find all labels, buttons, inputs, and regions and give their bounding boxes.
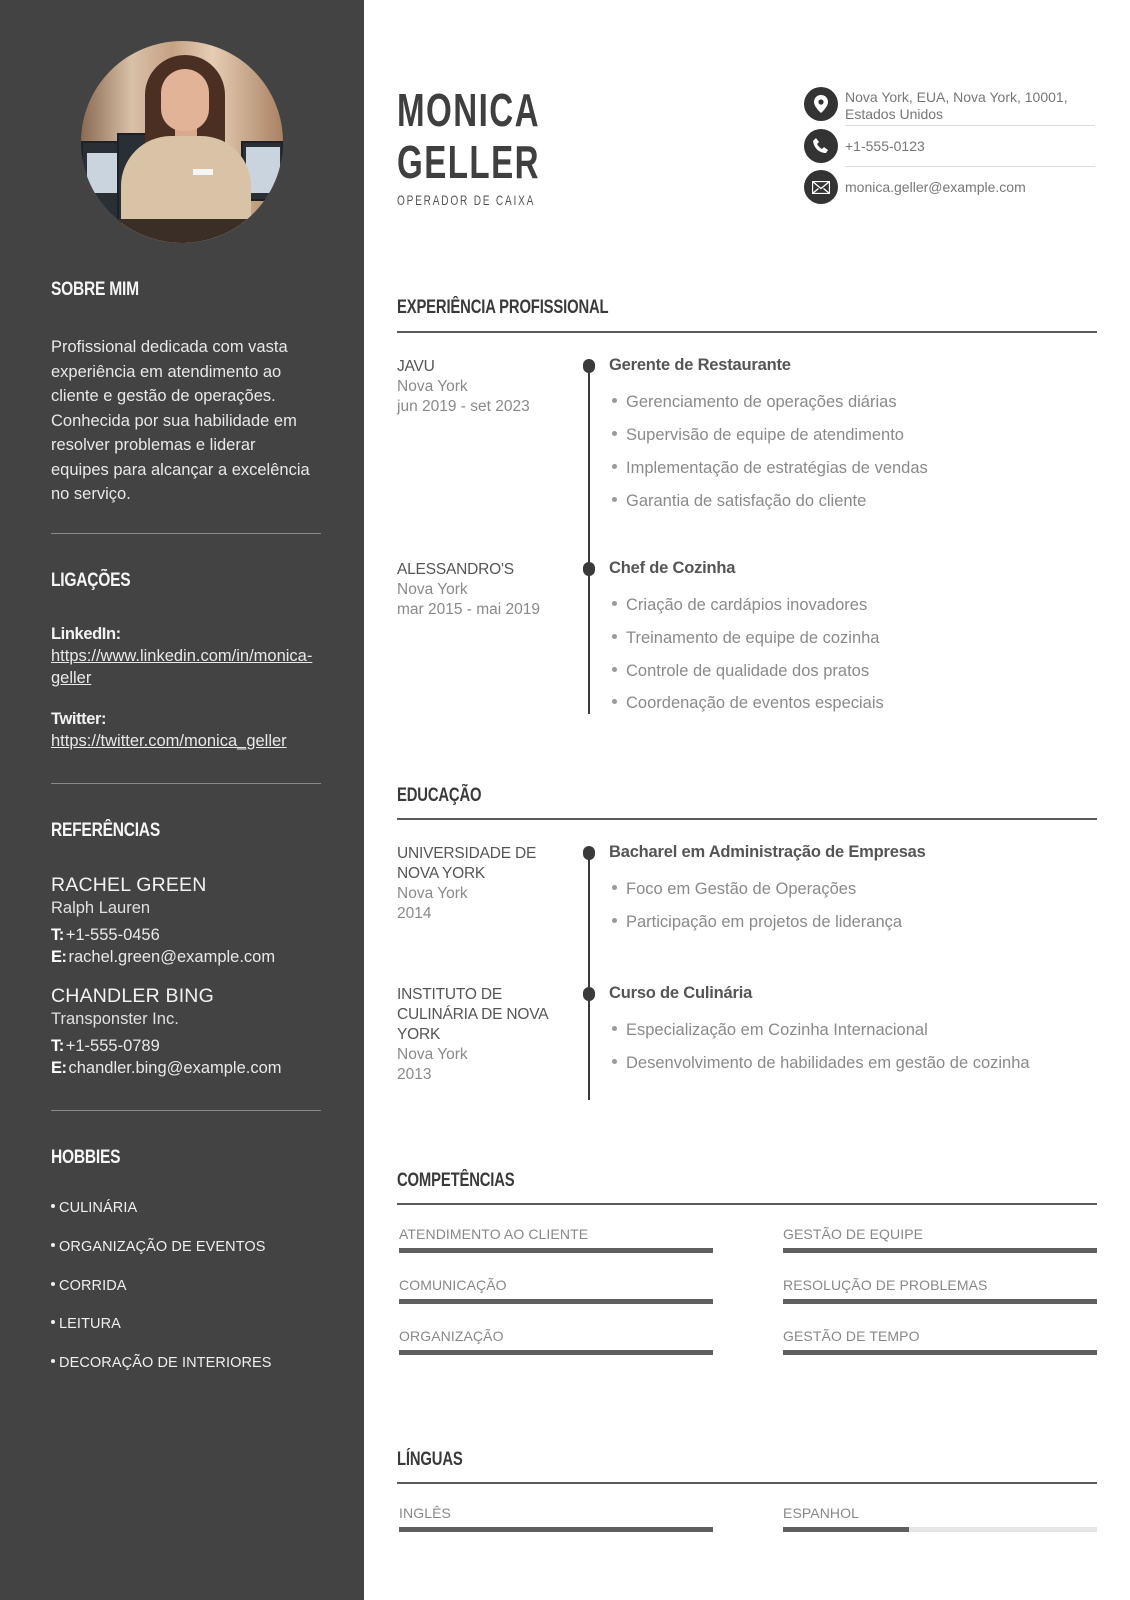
linkedin-label: LinkedIn: xyxy=(51,625,121,643)
experience-title: EXPERIÊNCIA PROFISSIONAL xyxy=(397,297,609,318)
address: Nova York, EUA, Nova York, 10001, Estados Unidos xyxy=(845,89,1068,122)
education-title: EDUCAÇÃO xyxy=(397,785,482,806)
bullet-item: Controle de qualidade dos pratos xyxy=(612,662,869,681)
timeline-dot xyxy=(583,987,595,1001)
dates: jun 2019 - set 2023 xyxy=(397,398,530,415)
phone-value: +1-555-0456 xyxy=(65,926,160,944)
degree-title: Bacharel em Administração de Empresas xyxy=(609,843,926,861)
language-label: ESPANHOL xyxy=(783,1505,860,1521)
about-text: Profissional dedicada com vasta experiência em atendimento ao cliente e gestão de operações. Conhecida por sua habilidade em resolver problemas e liderar equipes para alcançar a excelência no serviço. xyxy=(51,338,310,503)
section-rule xyxy=(397,1482,1097,1484)
skill-bar xyxy=(783,1299,1097,1304)
links-title: LIGAÇÕES xyxy=(51,570,131,591)
language-bar xyxy=(783,1527,1097,1532)
hobby-item: DECORAÇÃO DE INTERIORES xyxy=(51,1355,272,1371)
bullet-item: Coordenação de eventos especiais xyxy=(612,694,884,713)
section-rule xyxy=(397,1203,1097,1205)
skill-label: GESTÃO DE TEMPO xyxy=(783,1328,920,1344)
phone-value: +1-555-0789 xyxy=(65,1037,160,1055)
timeline-line xyxy=(588,850,590,1100)
email-value: rachel.green@example.com xyxy=(68,948,276,966)
envelope-icon xyxy=(804,170,838,204)
employer: JAVU xyxy=(397,358,435,375)
section-rule xyxy=(397,331,1097,333)
language-bar xyxy=(399,1527,713,1532)
skill-label: RESOLUÇÃO DE PROBLEMAS xyxy=(783,1277,988,1293)
reference-name: RACHEL GREEN xyxy=(51,874,207,896)
phone-label: T: xyxy=(51,926,64,944)
profile-photo xyxy=(81,41,283,243)
hobbies-title: HOBBIES xyxy=(51,1147,121,1168)
phone-label: T: xyxy=(51,1037,64,1055)
employer: ALESSANDRO'S xyxy=(397,561,514,578)
skill-label: ORGANIZAÇÃO xyxy=(399,1328,504,1344)
divider xyxy=(845,125,1095,126)
last-name: GELLER xyxy=(397,136,540,188)
skill-bar xyxy=(783,1248,1097,1253)
language-label: INGLÊS xyxy=(399,1505,451,1521)
timeline-line xyxy=(588,362,590,714)
degree-title: Curso de Culinária xyxy=(609,984,753,1002)
email-label: E: xyxy=(51,948,67,966)
bullet-item: Treinamento de equipe de cozinha xyxy=(612,629,879,648)
skill-bar xyxy=(783,1350,1097,1355)
skill-bar xyxy=(399,1299,713,1304)
bullet-item: Garantia de satisfação do cliente xyxy=(612,492,866,511)
reference-company: Ralph Lauren xyxy=(51,899,151,917)
position-title: Chef de Cozinha xyxy=(609,559,736,577)
bullet-item: Participação em projetos de liderança xyxy=(612,913,902,932)
divider xyxy=(845,166,1095,167)
dates: mar 2015 - mai 2019 xyxy=(397,601,541,618)
reference-company: Transponster Inc. xyxy=(51,1010,179,1028)
map-pin-icon xyxy=(804,87,838,121)
location: Nova York xyxy=(397,378,468,395)
email-label: E: xyxy=(51,1059,67,1077)
twitter-link[interactable]: https://twitter.com/monica_geller xyxy=(51,732,287,750)
divider xyxy=(51,533,321,534)
skill-bar xyxy=(399,1350,713,1355)
timeline-dot xyxy=(583,562,595,576)
linkedin-link[interactable]: https://www.linkedin.com/in/monica-geller xyxy=(51,647,313,687)
position-title: Gerente de Restaurante xyxy=(609,356,791,374)
bullet-item: Supervisão de equipe de atendimento xyxy=(612,426,904,445)
about-title: SOBRE MIM xyxy=(51,279,139,300)
bullet-item: Implementação de estratégias de vendas xyxy=(612,459,928,478)
institution: UNIVERSIDADE DE NOVA YORK xyxy=(397,845,537,882)
bullet-item: Especialização em Cozinha Internacional xyxy=(612,1021,928,1040)
twitter-label: Twitter: xyxy=(51,710,107,728)
skills-title: COMPETÊNCIAS xyxy=(397,1170,515,1191)
institution: INSTITUTO DE CULINÁRIA DE NOVA YORK xyxy=(397,986,549,1043)
divider xyxy=(51,1110,321,1111)
timeline-dot xyxy=(583,359,595,373)
reference-email xyxy=(51,948,275,967)
phone-icon xyxy=(804,129,838,163)
hobby-item: CORRIDA xyxy=(51,1278,127,1294)
skill-label: COMUNICAÇÃO xyxy=(399,1277,507,1293)
section-rule xyxy=(397,818,1097,820)
references-title: REFERÊNCIAS xyxy=(51,820,160,841)
hobby-item: ORGANIZAÇÃO DE EVENTOS xyxy=(51,1239,266,1255)
bullet-item: Gerenciamento de operações diárias xyxy=(612,393,897,412)
languages-title: LÍNGUAS xyxy=(397,1449,463,1470)
phone: +1-555-0123 xyxy=(845,138,925,154)
location: Nova York xyxy=(397,1046,468,1063)
email[interactable]: monica.geller@example.com xyxy=(845,179,1026,195)
skill-label: GESTÃO DE EQUIPE xyxy=(783,1226,924,1242)
year: 2014 xyxy=(397,905,432,922)
divider xyxy=(51,783,321,784)
bullet-item: Foco em Gestão de Operações xyxy=(612,880,856,899)
bullet-item: Desenvolvimento de habilidades em gestão de cozinha xyxy=(612,1054,1030,1073)
first-name: MONICA xyxy=(397,84,540,136)
reference-email xyxy=(51,1059,282,1078)
reference-phone xyxy=(51,1037,160,1056)
skill-bar xyxy=(399,1248,713,1253)
bullet-item: Criação de cardápios inovadores xyxy=(612,596,867,615)
year: 2013 xyxy=(397,1066,432,1083)
skill-label: ATENDIMENTO AO CLIENTE xyxy=(399,1226,589,1242)
hobby-item: LEITURA xyxy=(51,1316,121,1332)
timeline-dot xyxy=(583,846,595,860)
hobby-item: CULINÁRIA xyxy=(51,1200,137,1216)
sidebar xyxy=(0,0,364,1600)
location: Nova York xyxy=(397,581,468,598)
candidate-name xyxy=(397,84,540,188)
location: Nova York xyxy=(397,885,468,902)
reference-phone xyxy=(51,926,160,945)
reference-name: CHANDLER BING xyxy=(51,985,214,1007)
email-value: chandler.bing@example.com xyxy=(68,1059,282,1077)
job-title: OPERADOR DE CAIXA xyxy=(397,192,536,208)
